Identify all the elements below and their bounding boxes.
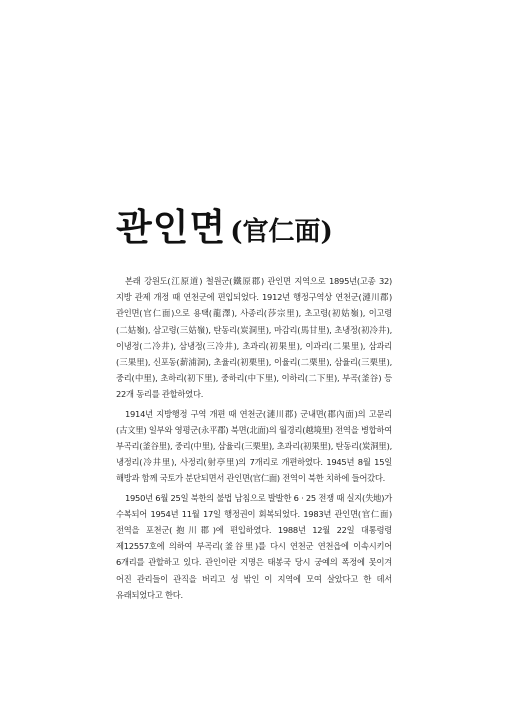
title-korean: 관인면 bbox=[116, 206, 227, 250]
paragraph-history-1914: 1914년 지방행정 구역 개편 때 연천군(漣川郡) 군내면(郡內面)의 고문리(古文里) 일부와 영평군(永平郡) 북면(北面)의 월경리(越境里) 전역을 병합하여 부곡리(釜谷里), 중리(中里), 삼율리(三栗里), 초과리(初果里), 탄동리(炭洞里), 냉정리(冷井里), 사정리(射亭里)의 7개리로 개편하였다. 1945년 8월 15일 해방과 함께 국토가 분단되면서 관인면(官仁面) 전역이 북한 치하에 들어갔다. bbox=[116, 408, 392, 484]
paragraph-history-1895: 본래 강원도(江原道) 철원군(鐵原郡) 관인면 지역으로 1895년(고종 32) 지방 관제 개정 때 연천군에 편입되었다. 1912년 행정구역상 연천군(漣川郡) 관인면(官仁面)으로 용택(龍澤), 사종리(莎宗里), 초고령(初姑嶺), 이고령(二姑嶺), 삼고령(三姑嶺), 탄동리(炭洞里), 마감리(馬甘里), 초냉정(初冷井), 이냉정(二冷井), 삼냉정(三冷井), 초과리(初果里), 이과리(二果里), 삼과리(三果里), 신포동(薪浦洞), 초율리(初栗里), 이율리(二栗里), 삼율리(三栗里), 중리(中里), 초하리(初下里), 중하리(中下里), 이하리(二下里), 부곡(釜谷) 등 22개 동리를 관할하였다. bbox=[116, 276, 392, 400]
article-body bbox=[116, 273, 392, 606]
paragraph-history-1950: 1950년 6월 25일 북한의 불법 남침으로 발발한 6 · 25 전쟁 때 실지(失地)가 수복되어 1954년 11월 17일 행정권이 회복되었다. 1983년 관인면(官仁面) 전역을 포천군(抱川郡)에 편입하였다. 1988년 12월 22일 대통령령 제12557호에 의하여 부곡리(釜谷里)를 다시 연천군 연천읍에 이속시키어 6개리를 관할하고 있다. 관인이란 지명은 태봉국 당시 궁예의 폭정에 못이겨 어진 관리들이 관직을 버리고 성 밖인 이 지역에 모여 살았다고 한 데서 유래되었다고 한다. bbox=[116, 492, 392, 600]
page-title bbox=[116, 206, 333, 250]
title-hanja: (官仁面) bbox=[230, 217, 333, 248]
